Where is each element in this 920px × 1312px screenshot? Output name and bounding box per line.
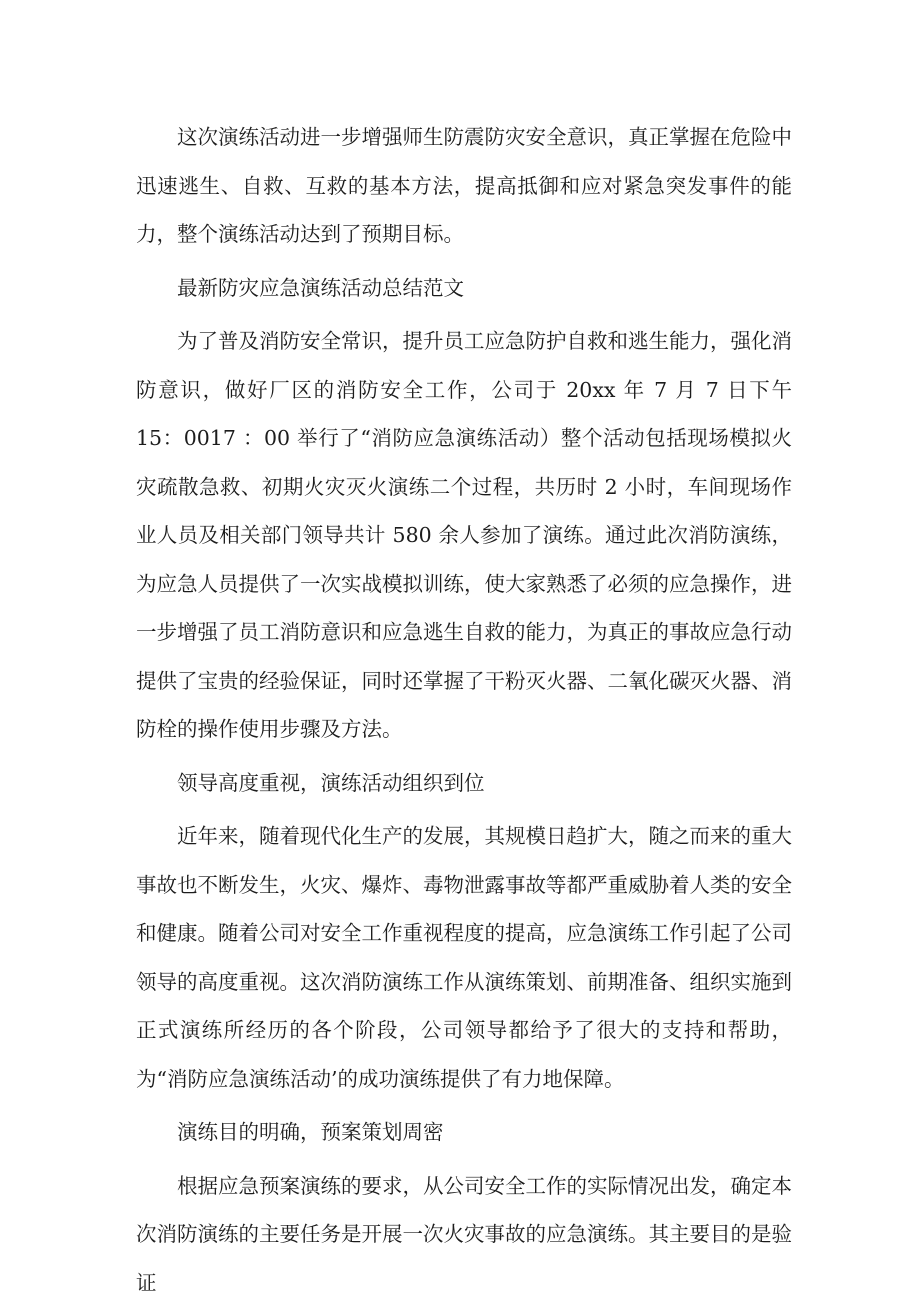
paragraph-objectives-details: 根据应急预案演练的要求，从公司安全工作的实际情况出发，确定本次消防演练的主要任务是开展一次火灾事故的应急演练。其主要目的是验证 [136,1173,792,1295]
section-heading-summary-title: 最新防灾应急演练活动总结范文 [177,275,464,300]
paragraph-leadership-details: 近年来，随着现代化生产的发展，其规模日趋扩大，随之而来的重大事故也不断发生，火灾、爆炸、毒物泄露事故等都严重威胁着人类的安全和健康。随着公司对安全工作重视程度的提高，应急演练工作引起了公司领导的高度重视。这次消防演练工作从演练策划、前期准备、组织实施到正式演练所经历的各个阶段，公司领导都给予了很大的支持和帮助，为“消防应急演练活动’的成功演练提供了有力地保障。 [136,824,792,1091]
document-body [136,113,792,1312]
paragraph-drill-outcome: 这次演练活动进一步增强师生防震防灾安全意识，真正掌握在危险中迅速逃生、自救、互救的基本方法，提高抵御和应对紧急突发事件的能力，整个演练活动达到了预期目标。 [136,125,792,246]
paragraph-fire-drill-overview: 为了普及消防安全常识，提升员工应急防护自救和逃生能力，强化消防意识，做好厂区的消防安全工作，公司于 20xx 年 7 月 7 日下午 15：0017 ：00 举行了“消防应急演练活动）整个活动包括现场模拟火灾疏散急救、初期火灾灭火演练二个过程，共历时 2 小时，车间现场作业人员及相关部门领导共计 580 余人参加了演练。通过此次消防演练，为应急人员提供了一次实战模拟训练，使大家熟悉了必须的应急操作，进一步增强了员工消防意识和应急逃生自救的能力，为真正的事故应急行动提供了宝贵的经验保证，同时还掌握了干粉灭火器、二氧化碳灭火器、消防栓的操作使用步骤及方法。 [136,329,792,741]
section-heading-leadership: 领导高度重视，演练活动组织到位 [177,770,485,795]
section-heading-objectives: 演练目的明确，预案策划周密 [177,1120,444,1144]
